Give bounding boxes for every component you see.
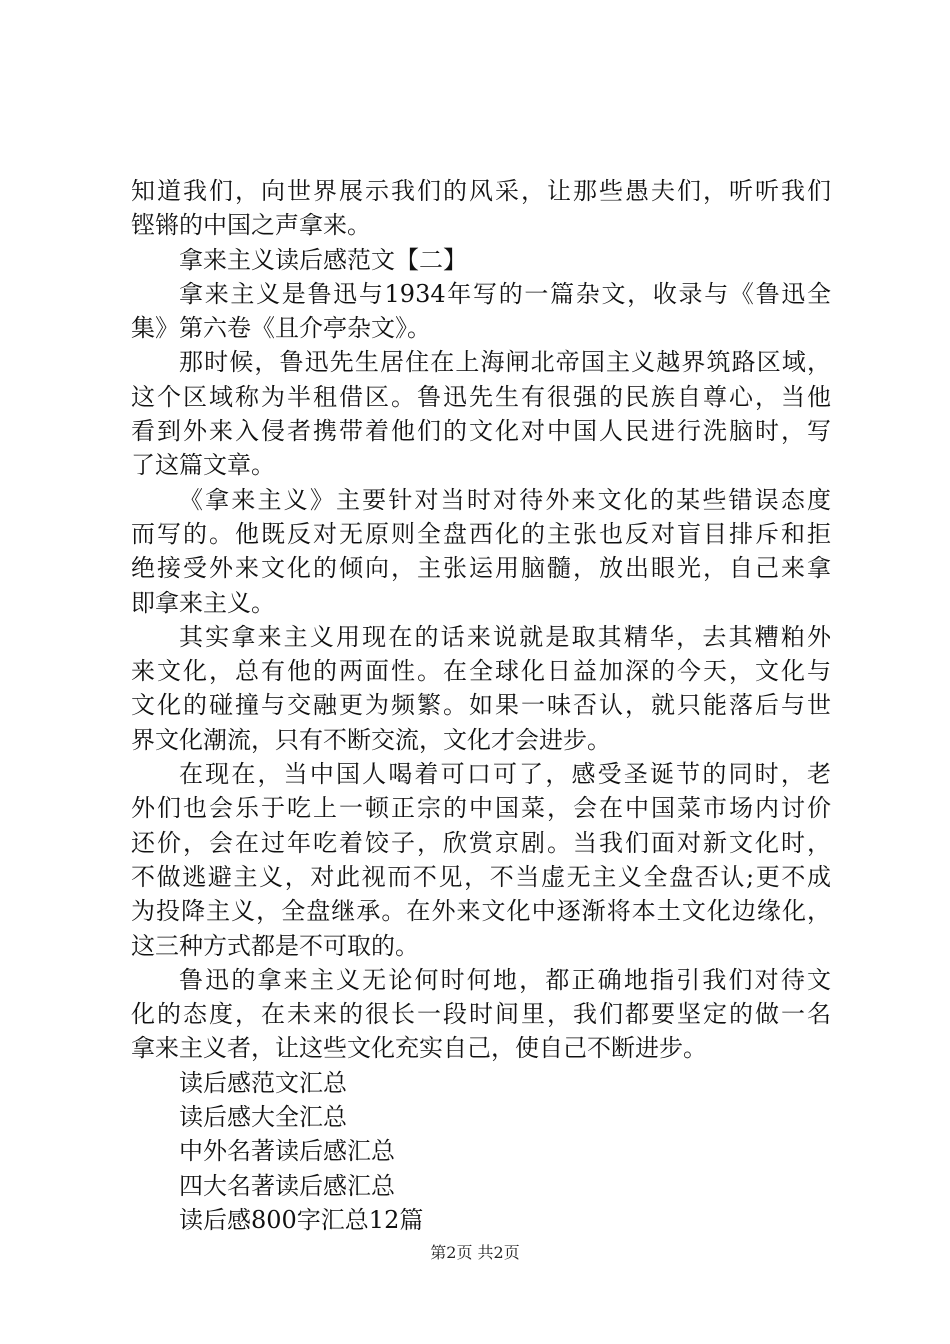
page-footer: 第2页 共2页 bbox=[430, 1243, 520, 1262]
text-line: 为投降主义，全盘继承。在外来文化中逐渐将本土文化边缘化， bbox=[131, 897, 831, 926]
text-line: 这个区域称为半租借区。鲁迅先生有很强的民族自尊心，当他 bbox=[131, 382, 831, 411]
text-line: 拿来主义者，让这些文化充实自己，使自己不断进步。 bbox=[131, 1034, 707, 1063]
text-line: 看到外来入侵者携带着他们的文化对中国人民进行洗脑时，写 bbox=[131, 417, 831, 446]
text-line: 这三种方式都是不可取的。 bbox=[131, 931, 419, 960]
text-line: 绝接受外来文化的倾向，主张运用脑髓，放出眼光，自己来拿 bbox=[131, 554, 831, 583]
document-body bbox=[131, 174, 831, 1237]
text-line: 那时候，鲁迅先生居住在上海闸北帝国主义越界筑路区域， bbox=[179, 348, 831, 377]
text-line: 读后感大全汇总 bbox=[179, 1103, 347, 1132]
text-line: 即拿来主义。 bbox=[131, 588, 275, 617]
text-line: 了这篇文章。 bbox=[131, 451, 275, 480]
text-line: 知道我们，向世界展示我们的风采，让那些愚夫们，听听我们 bbox=[131, 177, 831, 205]
text-line: 鲁迅的拿来主义无论何时何地，都正确地指引我们对待文 bbox=[179, 965, 831, 994]
text-line: 化的态度，在未来的很长一段时间里，我们都要坚定的做一名 bbox=[131, 1000, 831, 1029]
text-line: 来文化，总有他的两面性。在全球化日益加深的今天，文化与 bbox=[131, 657, 831, 686]
text-line: 而写的。他既反对无原则全盘西化的主张也反对盲目排斥和拒 bbox=[131, 519, 831, 548]
text-line: 不做逃避主义，对此视而不见，不当虚无主义全盘否认;更不成 bbox=[131, 862, 831, 891]
text-line: 读后感范文汇总 bbox=[179, 1068, 347, 1097]
text-line: 拿来主义是鲁迅与1934年写的一篇杂文，收录与《鲁迅全 bbox=[179, 279, 831, 308]
text-line: 铿锵的中国之声拿来。 bbox=[131, 211, 371, 240]
text-line: 中外名著读后感汇总 bbox=[179, 1137, 395, 1166]
text-line: 拿来主义读后感范文【二】 bbox=[179, 245, 467, 274]
text-line: 外们也会乐于吃上一顿正宗的中国菜，会在中国菜市场内讨价 bbox=[131, 794, 831, 823]
text-line: 读后感800字汇总12篇 bbox=[179, 1205, 424, 1234]
text-line: 四大名著读后感汇总 bbox=[179, 1171, 395, 1200]
text-line: 《拿来主义》主要针对当时对待外来文化的某些错误态度 bbox=[179, 485, 831, 514]
text-line: 在现在，当中国人喝着可口可了，感受圣诞节的同时，老 bbox=[179, 760, 831, 789]
text-line: 界文化潮流，只有不断交流，文化才会进步。 bbox=[131, 725, 611, 754]
text-line: 集》第六卷《且介亭杂文》。 bbox=[131, 314, 431, 343]
text-line: 还价，会在过年吃着饺子，欣赏京剧。当我们面对新文化时， bbox=[131, 828, 831, 857]
text-line: 文化的碰撞与交融更为频繁。如果一味否认，就只能落后与世 bbox=[131, 691, 831, 720]
text-line: 其实拿来主义用现在的话来说就是取其精华，去其糟粕外 bbox=[179, 622, 831, 651]
